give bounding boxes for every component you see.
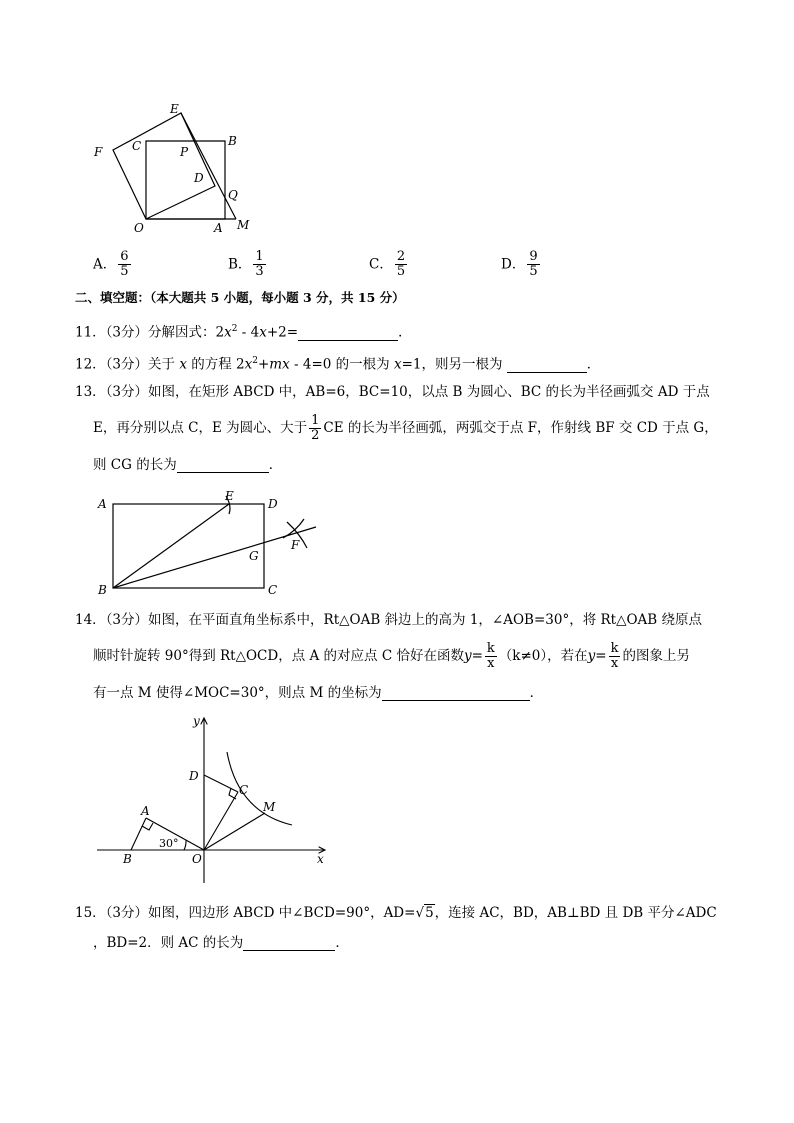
q14-line1: 如图，在平面直角坐标系中，Rt△OAB 斜边上的高为 1，∠AOB=30°，将 Rt△OAB 绕原点 <box>148 612 702 628</box>
q13-points: （3分） <box>105 384 149 400</box>
q14-frac2-den: x <box>610 656 619 671</box>
label-C: C <box>268 583 278 597</box>
label-C: C <box>239 783 249 797</box>
q12-text-a: 关于 <box>148 356 180 373</box>
section-title: 二、填空题：（本大题共 5 小题，每小题 3 分，共 15 分） <box>75 290 405 305</box>
question-15-line1 <box>75 905 717 921</box>
q11-text-c: +2= <box>266 324 299 341</box>
q11-var-x: x <box>224 324 232 341</box>
label-Q: Q <box>228 188 238 202</box>
q11-number: 11． <box>75 324 106 341</box>
label-A: A <box>98 497 107 511</box>
q12-sup: 2 <box>252 356 258 366</box>
label-F: F <box>291 538 300 552</box>
label-G: G <box>249 549 259 563</box>
choice-c-num: 2 <box>396 249 406 264</box>
label-D: D <box>194 171 204 185</box>
question-13-line1 <box>75 384 710 400</box>
label-angle-30: 30° <box>159 837 179 850</box>
choice-a-den: 5 <box>120 264 129 279</box>
question-11 <box>75 321 412 341</box>
q15-points: （3分） <box>105 905 149 921</box>
q12-text-d: - 4=0 的一根为 <box>289 356 394 373</box>
label-F: F <box>94 145 103 159</box>
q14-line2b: （k≠0），若在 <box>498 648 588 664</box>
choice-c-label: C． <box>369 256 393 273</box>
q13-number: 13． <box>75 384 106 400</box>
label-B: B <box>98 583 107 597</box>
q11-sup: 2 <box>231 324 238 334</box>
q13-line3: 则 CG 的长为 <box>93 457 177 473</box>
choice-b-label: B． <box>228 256 252 273</box>
choice-d-frac <box>527 250 539 279</box>
q15-sqrt-value: 5 <box>425 905 434 921</box>
label-D: D <box>189 769 199 783</box>
question-14-line1 <box>75 612 702 628</box>
label-B: B <box>228 134 237 148</box>
q13-frac-den: 2 <box>311 428 320 443</box>
choice-a-frac <box>118 250 130 279</box>
q12-text-e: =1，则另一根为 <box>401 356 507 373</box>
choice-c <box>369 250 409 279</box>
question-12 <box>75 353 600 373</box>
label-O: O <box>192 852 202 866</box>
q12-points: （3分） <box>105 356 149 373</box>
choice-d-label: D． <box>501 256 526 273</box>
label-P: P <box>180 145 189 159</box>
q14-fraction-1 <box>485 642 497 671</box>
question-13-line3 <box>93 457 282 473</box>
label-y: y <box>193 714 200 728</box>
square-ODEF <box>113 113 215 219</box>
choice-b-frac <box>253 250 265 279</box>
question-13-line2 <box>93 413 718 443</box>
q14-points: （3分） <box>105 612 149 628</box>
q13-frac-num: 1 <box>311 413 320 428</box>
q11-text-b: - 4 <box>237 324 260 341</box>
q14-frac1-num: k <box>486 641 495 656</box>
q12-text-c: + <box>257 356 270 373</box>
q15-line1a: 如图，四边形 ABCD 中∠BCD=90°，AD= <box>148 905 416 921</box>
choice-a-num: 6 <box>120 249 129 264</box>
q14-line3: 有一点 M 使得∠MOC=30°，则点 M 的坐标为 <box>93 685 382 701</box>
figure-q13 <box>90 485 325 597</box>
figure-q10 <box>85 95 260 240</box>
choice-b-num: 1 <box>255 249 264 264</box>
q13-end: ． <box>268 457 283 473</box>
q13-line2a: E，再分别以点 C，E 为圆心、大于 <box>93 420 308 436</box>
label-D: D <box>268 497 278 511</box>
label-A: A <box>214 221 223 235</box>
q11-text-a: 分解因式：2 <box>148 324 225 341</box>
q14-number: 14． <box>75 612 106 628</box>
figure-q14 <box>95 712 335 887</box>
q14-frac1-den: x <box>487 656 495 671</box>
q14-frac2-num: k <box>610 641 619 656</box>
label-O: O <box>134 221 144 235</box>
q15-end: ． <box>335 935 349 951</box>
q14-y-eq: y= <box>463 648 483 664</box>
choice-d-den: 5 <box>529 264 538 279</box>
choice-b-den: 3 <box>255 264 264 279</box>
label-x: x <box>317 852 324 866</box>
label-B: B <box>123 852 132 866</box>
q15-sqrt: √5 <box>415 905 434 921</box>
q15-line2: ，BD=2．则 AC 的长为 <box>93 935 244 951</box>
q14-line2c: 的图象上另 <box>622 648 690 664</box>
question-14-line2 <box>93 641 690 671</box>
label-C: C <box>132 139 142 153</box>
q12-answer-blank[interactable] <box>507 358 587 373</box>
q13-fraction <box>309 414 321 443</box>
choice-d <box>501 250 542 279</box>
q12-var-mx: mx <box>269 356 290 373</box>
choice-a <box>93 250 133 279</box>
q11-var-x2: x <box>259 324 267 341</box>
q12-var-x: x <box>179 356 187 373</box>
q11-end: ． <box>398 324 412 341</box>
q11-answer-blank[interactable] <box>298 326 398 341</box>
choice-c-frac <box>395 250 407 279</box>
q15-answer-blank[interactable] <box>243 936 335 951</box>
q14-fraction-2 <box>609 642 621 671</box>
question-15-line2 <box>93 935 349 951</box>
q13-answer-blank[interactable] <box>177 458 269 473</box>
label-M: M <box>237 218 250 232</box>
rectangle-ABCD <box>113 504 264 588</box>
label-E: E <box>170 102 179 116</box>
q13-line2b: CE 的长为半径画弧，两弧交于点 F，作射线 BF 交 CD 于点 G， <box>323 420 718 436</box>
label-E: E <box>225 489 234 503</box>
q12-number: 12． <box>75 356 106 373</box>
question-14-line3 <box>93 685 543 701</box>
choice-b <box>228 250 268 279</box>
q13-line1: 如图，在矩形 ABCD 中，AB=6，BC=10，以点 B 为圆心、BC 的长为半径画弧交 AD 于点 <box>148 384 710 400</box>
q15-line1b: ，连接 AC，BD，AB⊥BD 且 DB 平分∠ADC <box>434 905 717 921</box>
q14-answer-blank[interactable] <box>382 686 530 701</box>
label-A: A <box>141 804 150 818</box>
q11-points: （3分） <box>105 324 149 341</box>
q15-number: 15． <box>75 905 106 921</box>
choice-d-num: 9 <box>529 249 538 264</box>
q12-var-x3: x <box>393 356 402 373</box>
q14-end: ． <box>529 685 544 701</box>
choice-a-label: A． <box>93 256 117 273</box>
q14-y-eq-2: y= <box>587 648 607 664</box>
q14-line2a: 顺时针旋转 90°得到 Rt△OCD，点 A 的对应点 C 恰好在函数 <box>93 648 464 664</box>
q12-end: ． <box>586 356 601 373</box>
q12-var-x2: x <box>244 356 253 373</box>
choice-c-den: 5 <box>396 264 406 279</box>
q12-text-b: 的方程 2 <box>186 356 245 373</box>
label-M: M <box>263 800 276 814</box>
